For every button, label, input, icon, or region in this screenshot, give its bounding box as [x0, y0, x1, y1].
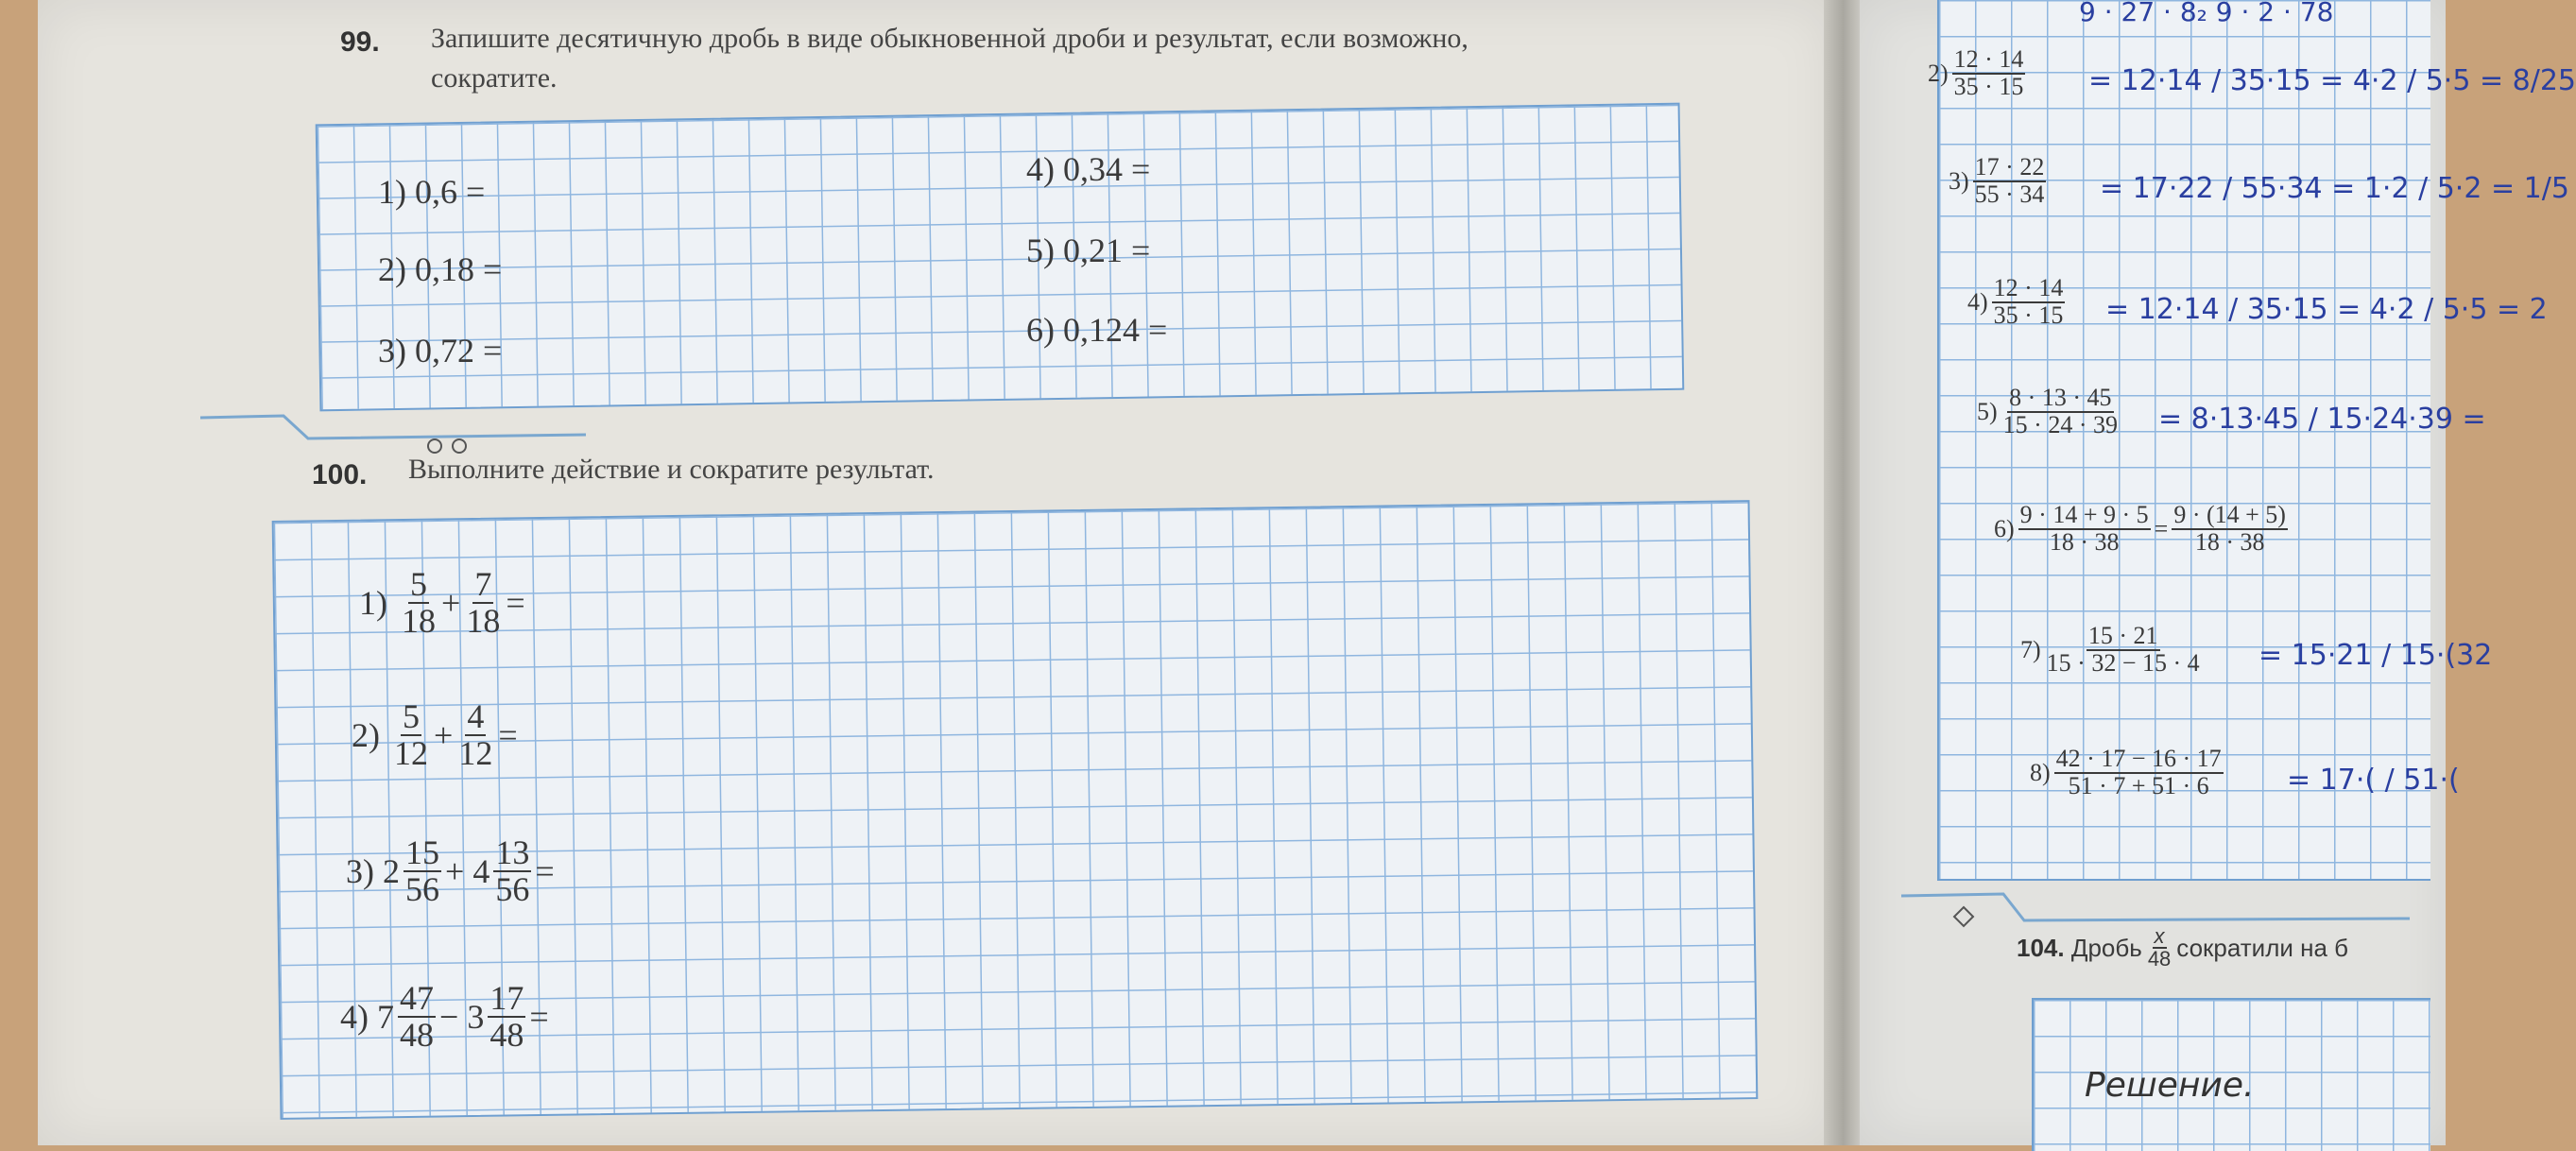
fraction — [2172, 503, 2288, 555]
denominator: 15 · 32 − 15 · 4 — [2046, 648, 2200, 677]
whole-part: 7 — [377, 997, 394, 1036]
fraction — [488, 981, 525, 1052]
numerator: 42 · 17 − 16 · 17 — [2055, 745, 2222, 772]
fraction — [464, 567, 502, 638]
fraction — [392, 699, 430, 770]
fraction — [1973, 155, 2047, 207]
handwritten-answer-5: = 8·13·45 / 15·24·39 = — [2158, 403, 2486, 436]
numerator: 9 · (14 + 5) — [2173, 501, 2286, 528]
fraction — [1992, 276, 2066, 328]
item-index: 3) — [1949, 166, 1969, 195]
handwritten-answer-4: = 12·14 / 35·15 = 4·2 / 5·5 = 2 — [2105, 293, 2548, 326]
equals-sign: = — [506, 583, 525, 622]
right-item-4 — [1967, 276, 2069, 328]
denominator: 48 — [2147, 947, 2172, 971]
fraction — [2001, 386, 2120, 438]
exercise-100-item-1 — [359, 567, 525, 638]
denominator: 56 — [495, 869, 530, 908]
denominator: 35 · 15 — [1953, 72, 2024, 100]
fraction — [398, 981, 436, 1052]
handwritten-answer-7: = 15·21 / 15·(32 — [2258, 639, 2493, 672]
exercise-99-item-3: 3) 0,72 = — [378, 332, 503, 369]
right-item-5 — [1977, 386, 2123, 438]
denominator: 12 — [394, 733, 428, 772]
item-index: 4) — [1967, 287, 1988, 316]
exercise-99-grid[interactable] — [316, 103, 1685, 412]
fraction — [2018, 503, 2151, 555]
denominator: 55 · 34 — [1974, 180, 2045, 208]
fraction — [456, 699, 494, 770]
denominator: 18 — [466, 601, 501, 640]
item-index: 5) — [1977, 397, 1998, 425]
handwritten-answer-2: = 12·14 / 35·15 = 4·2 / 5·5 = 8/25 — [2088, 64, 2576, 97]
circle-icon — [453, 439, 466, 453]
right-item-8 — [2030, 747, 2227, 799]
fraction — [2045, 624, 2202, 676]
diamond-icon — [1954, 907, 1973, 926]
item-index: 4) — [340, 997, 369, 1036]
handwritten-answer-3: = 17·22 / 55·34 = 1·2 / 5·2 = 1/5 — [2100, 172, 2569, 205]
numerator: 12 · 14 — [1993, 274, 2064, 301]
numerator: 9 · 14 + 9 · 5 — [2019, 501, 2149, 528]
whole-part: 4 — [472, 851, 490, 890]
exercise-99-item-4: 4) 0,34 = — [1026, 150, 1151, 188]
item-index: 2) — [1928, 59, 1949, 87]
denominator: 56 — [405, 869, 439, 908]
exercise-104-text: Дробь — [2070, 933, 2142, 962]
operator: + — [441, 583, 461, 622]
numerator: 17 — [489, 979, 524, 1017]
handwritten-answer-8: = 17·( / 51·( — [2287, 764, 2460, 797]
solution-label: Решение. — [2085, 1066, 2255, 1105]
denominator: 18 · 38 — [2049, 527, 2120, 556]
exercise-99-item-1: 1) 0,6 = — [378, 173, 486, 211]
fraction — [493, 835, 531, 906]
fraction — [2054, 747, 2224, 799]
item-index: 7) — [2020, 635, 2041, 663]
numerator: 13 — [495, 833, 530, 871]
circle-icon — [428, 439, 441, 453]
item-index: 6) — [1994, 514, 2015, 542]
exercise-100-instruction: Выполните действие и сократите результат. — [408, 454, 935, 485]
exercise-99-instruction-line2: сократите. — [431, 62, 558, 94]
denominator: 18 — [402, 601, 436, 640]
exercise-99-instruction-line1: Запишите десятичную дробь в виде обыкновенной дроби и результат, если возможно, — [431, 23, 1468, 54]
exercise-99-item-5: 5) 0,21 = — [1026, 232, 1151, 269]
numerator: 47 — [400, 979, 434, 1017]
equals-sign: = — [498, 715, 518, 754]
whole-part: 2 — [383, 851, 400, 890]
item-index: 1) — [359, 583, 387, 622]
numerator: 7 — [474, 565, 492, 603]
numerator: 15 — [405, 833, 439, 871]
equals-sign: = — [535, 851, 555, 890]
numerator: 12 · 14 — [1953, 45, 2024, 73]
whole-part: 3 — [467, 997, 485, 1036]
fraction — [1952, 47, 2026, 99]
numerator: 5 — [403, 697, 420, 735]
operator: + — [445, 851, 465, 890]
denominator: 35 · 15 — [1993, 301, 2064, 329]
exercise-100-item-2 — [352, 699, 518, 770]
exercise-100-item-4 — [340, 981, 549, 1052]
operator: − — [439, 997, 459, 1036]
fraction — [404, 835, 441, 906]
right-item-3 — [1949, 155, 2050, 207]
exercise-104-text-after: сократили на б — [2176, 933, 2349, 962]
denominator: 18 · 38 — [2194, 527, 2265, 556]
item-index: 8) — [2030, 758, 2051, 786]
right-item-2 — [1928, 47, 2029, 99]
item-index: 2) — [352, 715, 380, 754]
denominator: 51 · 7 + 51 · 6 — [2068, 771, 2209, 799]
right-item-6 — [1994, 503, 2292, 555]
denominator: 48 — [489, 1015, 524, 1054]
fraction — [2146, 926, 2172, 971]
exercise-99-item-2: 2) 0,18 = — [378, 250, 503, 288]
exercise-99-item-6: 6) 0,124 = — [1026, 311, 1168, 349]
numerator: 5 — [410, 565, 427, 603]
denominator: 12 — [458, 733, 493, 772]
exercise-104 — [2017, 926, 2348, 971]
exercise-100-number: 100. — [312, 459, 368, 490]
operator: + — [434, 715, 454, 754]
exercise-104-number: 104. — [2017, 933, 2065, 962]
top-handwriting: 9 · 27 · 8₂ 9 · 2 · 78 — [2079, 0, 2334, 27]
equals-sign: = — [2154, 514, 2169, 542]
numerator: 17 · 22 — [1974, 153, 2045, 180]
item-index: 3) — [346, 851, 374, 890]
numerator: x — [2154, 924, 2165, 948]
denominator: 48 — [400, 1015, 434, 1054]
equals-sign: = — [529, 997, 549, 1036]
exercise-99-number: 99. — [340, 26, 380, 58]
numerator: 4 — [467, 697, 485, 735]
denominator: 15 · 24 · 39 — [2002, 410, 2118, 438]
exercise-100-item-3 — [346, 835, 555, 906]
fraction — [400, 567, 438, 638]
numerator: 15 · 21 — [2087, 622, 2158, 649]
right-item-7 — [2020, 624, 2206, 676]
numerator: 8 · 13 · 45 — [2009, 384, 2112, 411]
